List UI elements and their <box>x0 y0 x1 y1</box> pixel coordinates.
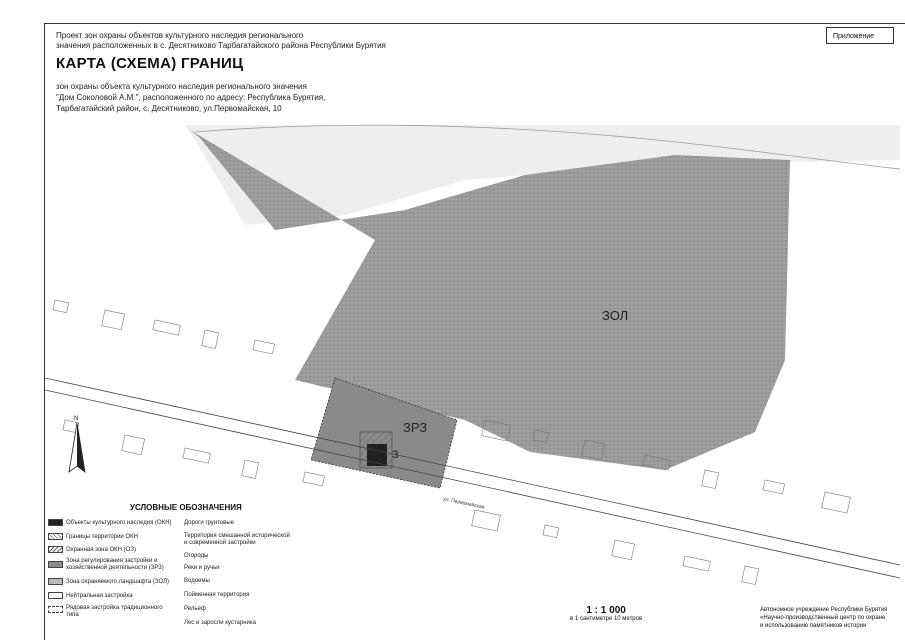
building-outline <box>102 310 125 330</box>
street-label: ул. Первомайская <box>442 496 485 511</box>
legend-mixed-2: и современной застройки <box>184 540 256 546</box>
building-outline <box>253 340 275 354</box>
building-outline <box>122 435 145 455</box>
org-line-3: и использованию памятников истории <box>760 623 867 629</box>
legend-okn: Объекты культурного наследия (ОКН) <box>66 520 172 526</box>
legend-oz: Охранная зона ОКН (ОЗ) <box>66 547 136 553</box>
org-line-2: «Научно-производственный центр по охране <box>760 615 886 621</box>
scale-block <box>570 605 642 622</box>
building-outline <box>242 460 259 479</box>
subtitle-line-2: "Дом Соколовой А.М.", расположенного по адресу: Республика Бурятия, <box>56 93 326 102</box>
legend-gardens: Огороды <box>184 553 209 559</box>
legend-traditional-1: Рядовая застройка традиционного <box>66 605 163 611</box>
subtitle-line-1: зон охраны объекта культурного наследия регионального значения <box>56 82 307 91</box>
building-outline <box>742 566 759 585</box>
legend-swatch-zrz <box>48 561 63 568</box>
building-outline <box>183 448 211 463</box>
legend-relief: Рельеф <box>184 606 206 612</box>
legend-swatch-traditional <box>48 606 63 613</box>
oz-label: З <box>392 449 399 461</box>
legend-zol: Зона охраняемого ландшафта (ЗОЛ) <box>66 579 170 585</box>
legend-zrz-1: Зона регулирования застройки и <box>66 558 158 564</box>
legend-swatch-oz <box>48 546 63 553</box>
legend-swatch-neutral <box>48 592 63 599</box>
legend-rivers: Реки и ручьи <box>184 565 220 571</box>
org-line-1: Автономное учреждение Республики Бурятия <box>760 607 888 613</box>
legend-swatch-okn <box>48 519 63 526</box>
building-outline <box>202 330 219 349</box>
appendix-label: Приложение <box>826 27 894 44</box>
legend-swatch-okn-territory <box>48 533 63 540</box>
building-outline <box>822 492 851 513</box>
project-line-2: значения расположенных в с. Десятниково Тарбагатайского района Республики Бурятия <box>56 41 386 50</box>
zrz-label: ЗРЗ <box>403 420 428 435</box>
building-outline <box>53 300 69 313</box>
legend-traditional-2: типа <box>66 612 79 618</box>
legend-zrz-2: хозяйственной деятельности (ЗРЗ) <box>66 565 164 571</box>
legend-forest: Лес и заросли кустарника <box>184 620 256 626</box>
building-outline <box>683 556 711 571</box>
boundary-map <box>45 120 900 605</box>
legend-ponds: Водоемы <box>184 578 210 584</box>
project-line-1: Проект зон охраны объектов культурного наследия регионального <box>56 31 304 40</box>
legend-title: УСЛОВНЫЕ ОБОЗНАЧЕНИЯ <box>130 503 242 512</box>
scale-ratio: 1 : 1 000 <box>586 605 626 616</box>
legend-floodplain: Пойменная территория <box>184 592 250 598</box>
building-outline <box>543 525 559 538</box>
legend-dirt-roads: Дороги грунтовые <box>184 520 234 526</box>
subtitle-line-3: Тарбагатайский район, с. Десятниково, ул.Первомайская, 10 <box>56 104 282 113</box>
legend-okn-territory: Границы территории ОКН <box>66 534 138 540</box>
north-label: N <box>74 416 79 422</box>
legend-swatch-zol <box>48 578 63 585</box>
building-outline <box>612 540 635 560</box>
building-outline <box>763 480 785 494</box>
building-outline <box>702 470 719 489</box>
legend-mixed-1: Территория смешанной исторической <box>184 533 290 539</box>
scale-note: в 1 сантиметре 10 метров <box>570 616 643 622</box>
building-outline <box>303 472 325 486</box>
page-title: КАРТА (СХЕМА) ГРАНИЦ <box>56 55 244 72</box>
organization-block <box>760 606 900 630</box>
legend-neutral: Нейтральная застройка <box>66 593 133 599</box>
building-outline <box>472 510 501 531</box>
zol-label: ЗОЛ <box>602 308 629 323</box>
building-outline <box>153 320 181 335</box>
north-arrow <box>69 416 85 472</box>
